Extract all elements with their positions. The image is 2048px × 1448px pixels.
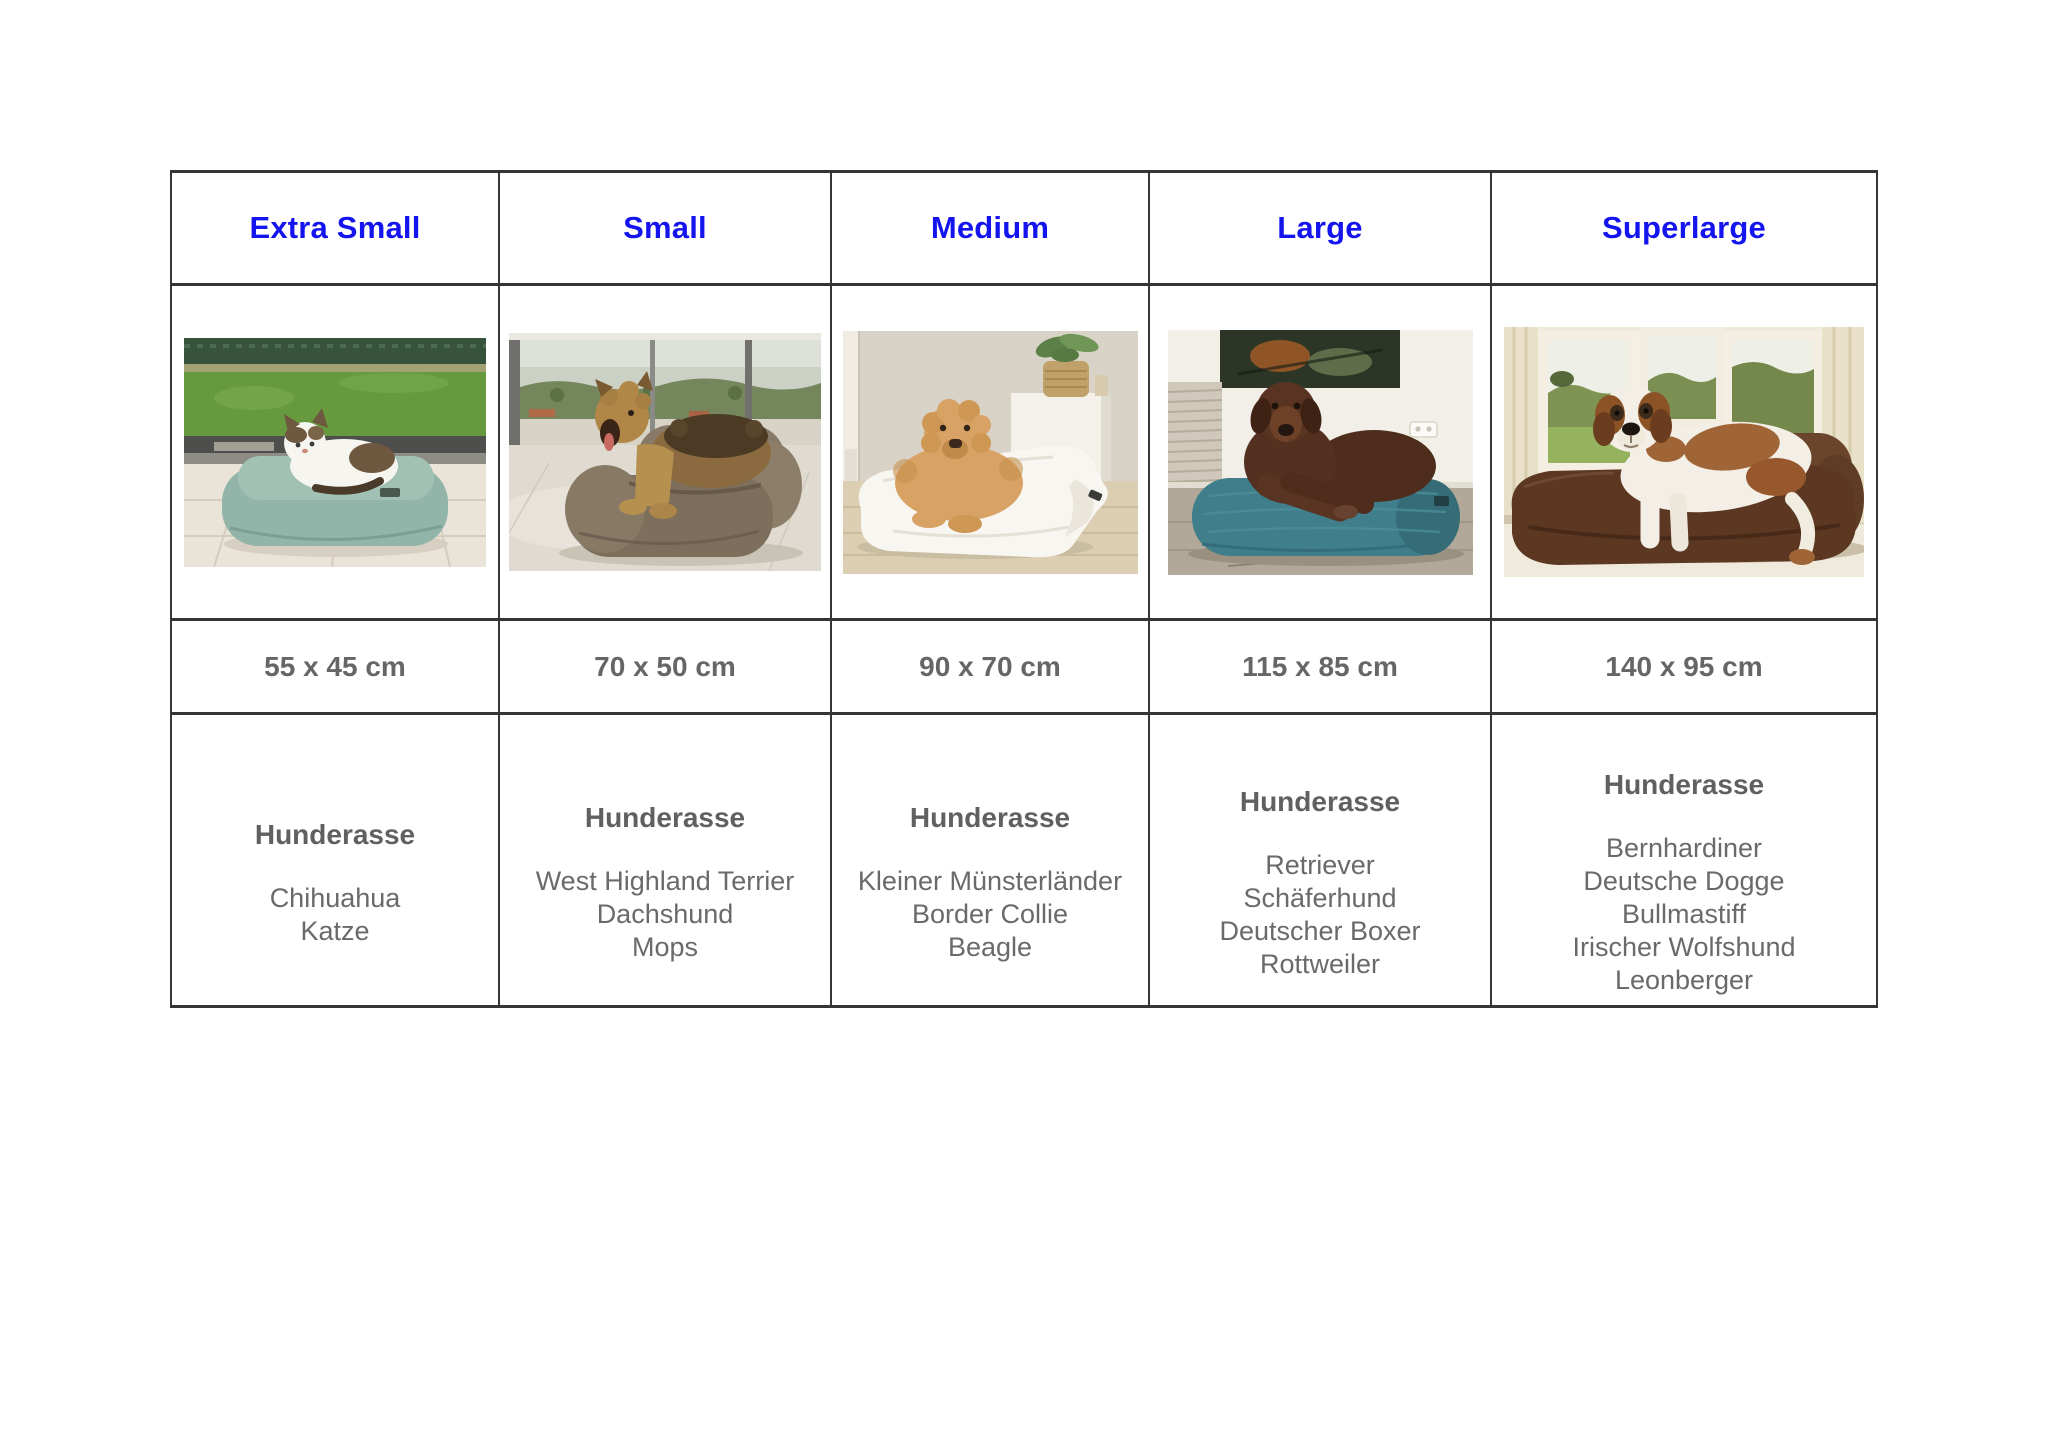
breed-item: Irischer Wolfshund — [1572, 932, 1796, 962]
size-extra-small: 55 x 45 cm — [171, 620, 499, 714]
photo-cell-large — [1149, 285, 1491, 620]
breed-item: Mops — [631, 932, 699, 962]
breed-item: Bullmastiff — [1621, 899, 1747, 929]
breed-item: West Highland Terrier — [535, 866, 795, 896]
breed-item: Border Collie — [911, 899, 1069, 929]
breed-item: Dachshund — [596, 899, 734, 929]
breeds-cell-large — [1149, 714, 1491, 1007]
breeds-title: Hunderasse — [909, 802, 1071, 833]
breeds-title: Hunderasse — [254, 818, 416, 850]
terrier-on-brown-sofa-bed-photo — [509, 333, 821, 571]
breed-item: Leonberger — [1614, 965, 1754, 995]
header-extra-small: Extra Small — [171, 172, 499, 285]
breed-item: Chihuahua — [269, 882, 401, 913]
photo-row — [171, 285, 1877, 620]
labrador-on-teal-bed-photo — [1168, 330, 1473, 575]
size-superlarge: 140 x 95 cm — [1491, 620, 1877, 714]
size-medium: 90 x 70 cm — [831, 620, 1149, 714]
breeds-row — [171, 714, 1877, 1007]
photo-cell-small — [499, 285, 831, 620]
breeds-list — [172, 882, 498, 948]
size-row — [171, 620, 1877, 714]
breed-item: Katze — [300, 915, 370, 946]
breed-item: Kleiner Münsterländer — [857, 866, 1123, 896]
breeds-cell-medium — [831, 714, 1149, 1007]
header-superlarge: Superlarge — [1491, 172, 1877, 285]
header-medium: Medium — [831, 172, 1149, 285]
breeds-list — [832, 865, 1148, 964]
size-large: 115 x 85 cm — [1149, 620, 1491, 714]
breed-item: Bernhardiner — [1605, 833, 1763, 863]
breeds-title: Hunderasse — [1603, 769, 1765, 800]
breeds-title: Hunderasse — [1239, 785, 1401, 817]
dog-bed-size-table — [170, 170, 1878, 1008]
header-large: Large — [1149, 172, 1491, 285]
breeds-list — [500, 865, 830, 964]
photo-cell-extra-small — [171, 285, 499, 620]
size-small: 70 x 50 cm — [499, 620, 831, 714]
photo-cell-superlarge — [1491, 285, 1877, 620]
breed-item: Beagle — [947, 932, 1033, 962]
breed-item: Retriever — [1265, 849, 1375, 880]
breeds-title: Hunderasse — [584, 802, 746, 833]
st-bernard-on-brown-bed-photo — [1504, 327, 1864, 577]
breeds-list — [1150, 849, 1490, 981]
breed-item: Deutsche Dogge — [1583, 866, 1785, 896]
photo-cell-medium — [831, 285, 1149, 620]
breeds-cell-superlarge — [1491, 714, 1877, 1007]
breeds-cell-small — [499, 714, 831, 1007]
cat-on-light-blue-bed-photo — [184, 338, 486, 567]
breeds-list — [1492, 832, 1876, 997]
header-row — [171, 172, 1877, 285]
breed-item: Deutscher Boxer — [1219, 915, 1421, 946]
breed-item: Rottweiler — [1259, 948, 1381, 979]
breed-item: Schäferhund — [1243, 882, 1397, 913]
doodle-puppy-on-white-bed-photo — [843, 331, 1138, 574]
header-small: Small — [499, 172, 831, 285]
breeds-cell-extra-small — [171, 714, 499, 1007]
